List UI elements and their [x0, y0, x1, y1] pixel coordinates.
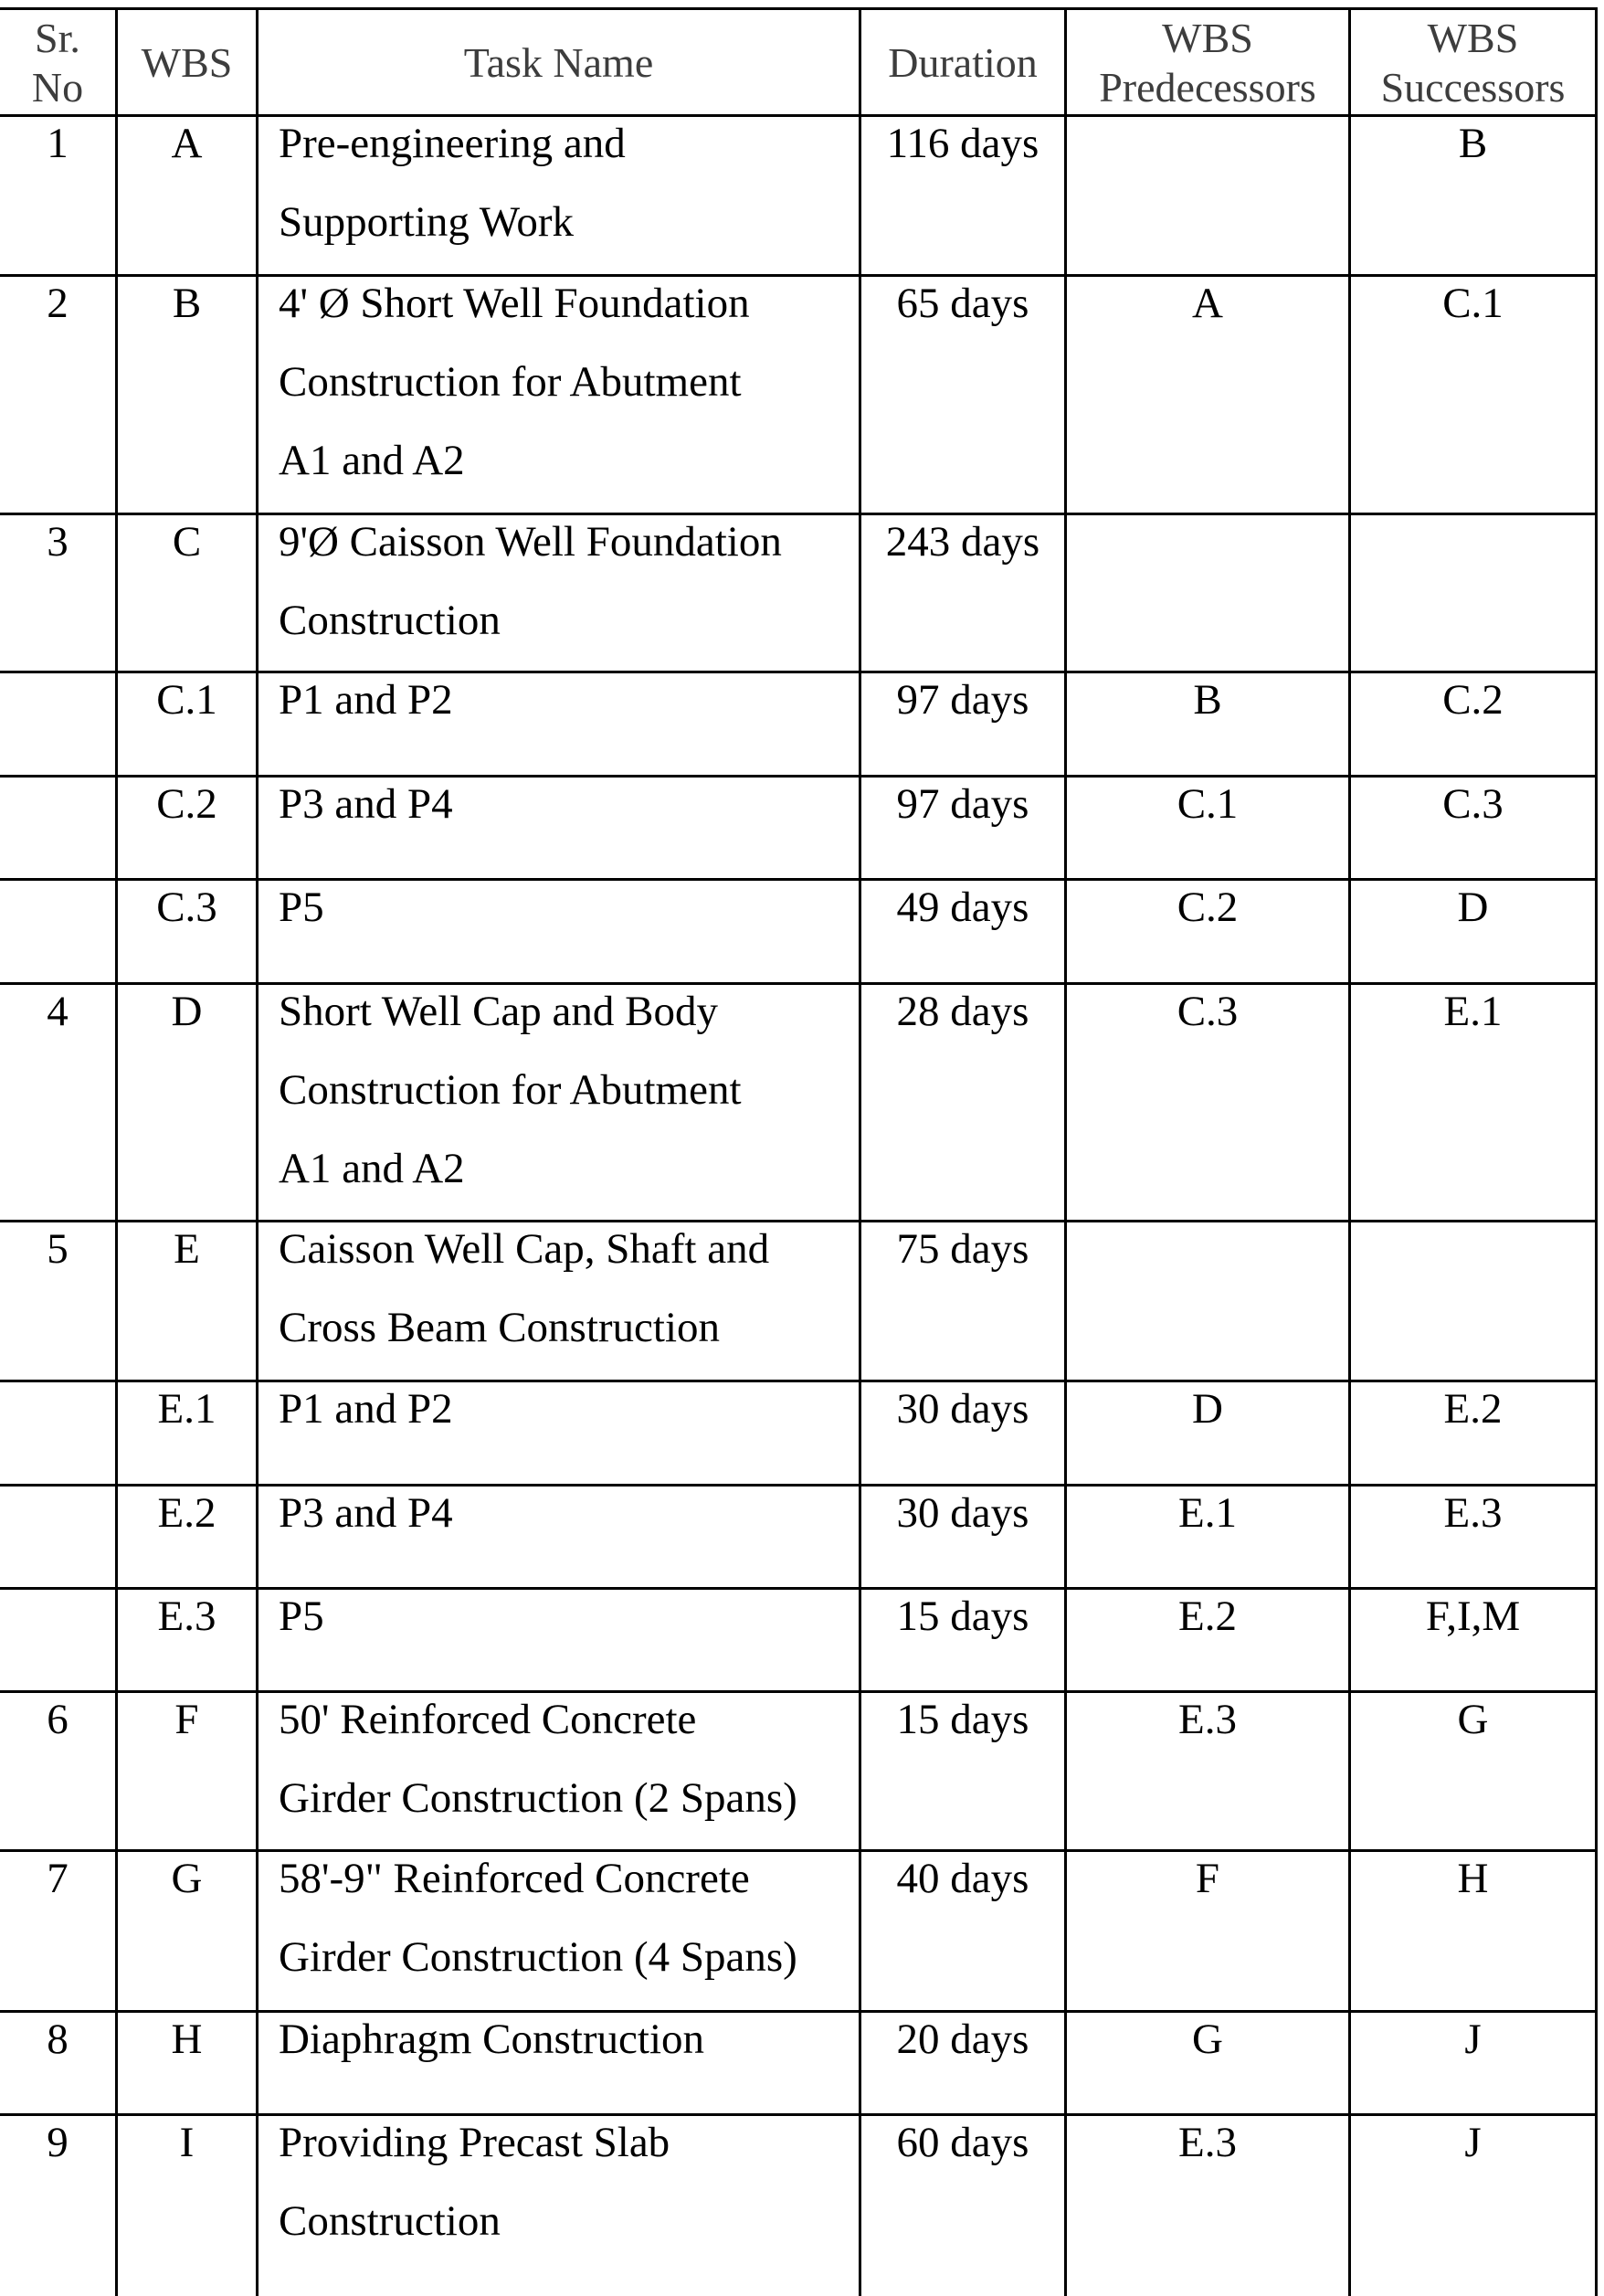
sr-no-text: 4 — [47, 988, 69, 1035]
predecessors-text: E.2 — [1178, 1592, 1237, 1640]
successors-cell — [1348, 778, 1598, 878]
predecessors-cell — [1064, 277, 1348, 513]
successors-cell — [1348, 673, 1598, 775]
task-name-cell — [256, 117, 859, 274]
wbs-text: C.2 — [156, 780, 217, 828]
task-name-line: 9'Ø Caisson Well Foundation — [279, 518, 782, 566]
successors-text: E.3 — [1443, 1489, 1503, 1537]
table-row — [0, 775, 1598, 878]
task-name-text — [279, 1693, 859, 1837]
duration-text: 30 days — [896, 1489, 1029, 1537]
header-sr-no-line1: Sr. — [35, 15, 80, 61]
duration-cell — [859, 985, 1064, 1220]
predecessors-text: A — [1192, 280, 1223, 327]
predecessors-cell — [1064, 673, 1348, 775]
predecessors-text: B — [1193, 676, 1222, 724]
task-name-cell — [256, 2013, 859, 2113]
task-name-line: Pre-engineering and — [279, 120, 626, 167]
task-name-line: Providing Precast Slab — [279, 2119, 670, 2166]
successors-cell — [1348, 1693, 1598, 1849]
task-name-line: P5 — [279, 883, 324, 931]
table-body — [0, 114, 1598, 2296]
task-name-line: P1 and P2 — [279, 676, 453, 724]
task-name-cell — [256, 1487, 859, 1587]
duration-text: 49 days — [896, 883, 1029, 931]
sr-no-cell — [0, 1222, 115, 1380]
wbs-text: A — [171, 120, 203, 167]
duration-cell — [859, 1852, 1064, 2010]
sr-no-text: 6 — [47, 1696, 69, 1743]
task-name-line: A1 and A2 — [279, 437, 465, 484]
successors-cell — [1348, 277, 1598, 513]
task-name-text — [279, 1852, 859, 1996]
task-name-line: Construction — [279, 597, 501, 644]
wbs-text: C.3 — [156, 883, 217, 931]
table-row — [0, 1849, 1598, 2010]
header-wbs — [115, 10, 256, 114]
duration-text: 30 days — [896, 1385, 1029, 1433]
duration-cell — [859, 277, 1064, 513]
successors-cell — [1348, 1590, 1598, 1690]
sr-no-cell — [0, 515, 115, 671]
wbs-cell — [115, 881, 256, 982]
predecessors-cell — [1064, 1590, 1348, 1690]
predecessors-text: C.2 — [1177, 883, 1239, 931]
task-name-line: Girder Construction (4 Spans) — [279, 1933, 797, 1981]
wbs-cell — [115, 1590, 256, 1690]
header-sr-no — [0, 10, 115, 114]
task-name-text — [279, 881, 859, 947]
task-name-line: P5 — [279, 1592, 324, 1640]
wbs-cell — [115, 277, 256, 513]
sr-no-text: 8 — [47, 2016, 69, 2063]
successors-text: D — [1457, 883, 1489, 931]
successors-cell — [1348, 881, 1598, 982]
sr-no-text: 5 — [47, 1225, 69, 1273]
successors-cell — [1348, 117, 1598, 274]
duration-cell — [859, 673, 1064, 775]
table-row — [0, 878, 1598, 982]
successors-cell — [1348, 985, 1598, 1220]
duration-cell — [859, 1382, 1064, 1484]
duration-text: 20 days — [896, 2016, 1029, 2063]
successors-text: J — [1464, 2016, 1482, 2063]
wbs-text: C — [172, 518, 202, 566]
predecessors-text: C.1 — [1177, 780, 1239, 828]
task-name-text — [279, 2013, 859, 2079]
task-name-cell — [256, 1693, 859, 1849]
task-name-cell — [256, 1590, 859, 1690]
task-name-cell — [256, 778, 859, 878]
task-name-line: A1 and A2 — [279, 1145, 465, 1192]
duration-text: 28 days — [896, 988, 1029, 1035]
duration-text: 60 days — [896, 2119, 1029, 2166]
wbs-text: D — [171, 988, 203, 1035]
header-successors-line2: Successors — [1380, 64, 1566, 111]
sr-no-cell — [0, 881, 115, 982]
successors-cell — [1348, 1487, 1598, 1587]
sr-no-cell — [0, 2013, 115, 2113]
duration-text: 116 days — [886, 120, 1039, 167]
predecessors-text: E.3 — [1178, 1696, 1237, 1743]
wbs-text: E.1 — [157, 1385, 216, 1433]
task-name-line: Supporting Work — [279, 198, 575, 246]
duration-cell — [859, 778, 1064, 878]
predecessors-cell — [1064, 1487, 1348, 1587]
sr-no-cell — [0, 985, 115, 1220]
task-name-cell — [256, 277, 859, 513]
table-row — [0, 114, 1598, 274]
task-name-line: Caisson Well Cap, Shaft and — [279, 1225, 770, 1273]
predecessors-cell — [1064, 2116, 1348, 2296]
sr-no-cell — [0, 1693, 115, 1849]
task-name-text — [279, 778, 859, 843]
sr-no-text: 7 — [47, 1855, 69, 1902]
duration-cell — [859, 881, 1064, 982]
wbs-cell — [115, 1693, 256, 1849]
successors-cell — [1348, 515, 1598, 671]
successors-text: H — [1457, 1855, 1489, 1902]
task-name-line: P3 and P4 — [279, 780, 453, 828]
predecessors-text: E.1 — [1178, 1489, 1237, 1537]
task-name-line: Girder Construction (2 Spans) — [279, 1774, 797, 1822]
table-row — [0, 513, 1598, 671]
wbs-cell — [115, 1852, 256, 2010]
wbs-cell — [115, 1222, 256, 1380]
duration-cell — [859, 117, 1064, 274]
duration-cell — [859, 1487, 1064, 1587]
successors-text: B — [1458, 120, 1488, 167]
table-row — [0, 2010, 1598, 2113]
task-name-line: 4' Ø Short Well Foundation — [279, 280, 750, 327]
task-name-line: P1 and P2 — [279, 1385, 453, 1433]
wbs-text: F — [174, 1696, 199, 1743]
wbs-cell — [115, 1487, 256, 1587]
wbs-cell — [115, 2116, 256, 2296]
duration-text: 15 days — [896, 1696, 1029, 1743]
wbs-text: E.3 — [157, 1592, 216, 1640]
predecessors-text: C.3 — [1177, 988, 1239, 1035]
successors-text: C.2 — [1442, 676, 1504, 724]
task-name-cell — [256, 673, 859, 775]
header-task-name-label: Task Name — [463, 39, 654, 86]
sr-no-cell — [0, 1487, 115, 1587]
wbs-text: B — [172, 280, 202, 327]
header-predecessors-line1: WBS — [1162, 15, 1253, 61]
wbs-cell — [115, 1382, 256, 1484]
successors-cell — [1348, 2116, 1598, 2296]
duration-cell — [859, 2013, 1064, 2113]
task-name-cell — [256, 1222, 859, 1380]
wbs-cell — [115, 778, 256, 878]
sr-no-text: 2 — [47, 280, 69, 327]
task-name-text — [279, 1590, 859, 1656]
duration-text: 75 days — [896, 1225, 1029, 1273]
task-name-line: P3 and P4 — [279, 1489, 453, 1537]
header-sr-no-line2: No — [31, 64, 84, 111]
wbs-text: E — [174, 1225, 200, 1273]
task-name-line: Construction for Abutment — [279, 358, 742, 406]
sr-no-cell — [0, 673, 115, 775]
task-name-cell — [256, 985, 859, 1220]
sr-no-cell — [0, 1590, 115, 1690]
sr-no-text: 1 — [47, 120, 69, 167]
table-row — [0, 1380, 1598, 1484]
duration-cell — [859, 515, 1064, 671]
duration-cell — [859, 1590, 1064, 1690]
successors-cell — [1348, 2013, 1598, 2113]
task-name-line: Diaphragm Construction — [279, 2016, 705, 2063]
predecessors-text: G — [1192, 2016, 1223, 2063]
task-name-cell — [256, 881, 859, 982]
predecessors-cell — [1064, 1852, 1348, 2010]
header-duration — [859, 10, 1064, 114]
header-successors-line1: WBS — [1427, 15, 1519, 61]
predecessors-cell — [1064, 2013, 1348, 2113]
duration-text: 97 days — [896, 780, 1029, 828]
table-row — [0, 982, 1598, 1220]
successors-cell — [1348, 1852, 1598, 2010]
table-row — [0, 1484, 1598, 1587]
wbs-text: C.1 — [156, 676, 217, 724]
successors-text: C.3 — [1442, 780, 1504, 828]
header-predecessors — [1064, 10, 1348, 114]
task-name-line: Construction — [279, 2197, 501, 2245]
table-row — [0, 1220, 1598, 1380]
task-name-cell — [256, 1852, 859, 2010]
header-duration-label: Duration — [888, 39, 1038, 86]
duration-text: 243 days — [885, 518, 1040, 566]
sr-no-cell — [0, 277, 115, 513]
sr-no-cell — [0, 1852, 115, 2010]
sr-no-cell — [0, 1382, 115, 1484]
header-task-name — [256, 10, 859, 114]
successors-text: E.1 — [1443, 988, 1503, 1035]
task-name-line: Construction for Abutment — [279, 1066, 742, 1114]
sr-no-text: 9 — [47, 2119, 69, 2166]
wbs-schedule-table — [0, 7, 1598, 2296]
duration-text: 40 days — [896, 1855, 1029, 1902]
table-row — [0, 1690, 1598, 1849]
task-name-text — [279, 117, 859, 261]
task-name-line: Cross Beam Construction — [279, 1304, 721, 1351]
predecessors-cell — [1064, 117, 1348, 274]
duration-text: 15 days — [896, 1592, 1029, 1640]
task-name-cell — [256, 2116, 859, 2296]
predecessors-cell — [1064, 1222, 1348, 1380]
predecessors-cell — [1064, 515, 1348, 671]
table-row — [0, 2113, 1598, 2296]
task-name-text — [279, 2116, 859, 2260]
table-row — [0, 671, 1598, 775]
wbs-cell — [115, 117, 256, 274]
table-header-row — [0, 7, 1598, 114]
wbs-cell — [115, 2013, 256, 2113]
successors-text: J — [1464, 2119, 1482, 2166]
wbs-cell — [115, 673, 256, 775]
predecessors-cell — [1064, 1693, 1348, 1849]
duration-cell — [859, 1222, 1064, 1380]
task-name-text — [279, 1382, 859, 1448]
wbs-cell — [115, 985, 256, 1220]
task-name-text — [279, 515, 859, 660]
successors-text: E.2 — [1443, 1385, 1503, 1433]
header-predecessors-line2: Predecessors — [1099, 64, 1316, 111]
sr-no-cell — [0, 778, 115, 878]
wbs-cell — [115, 515, 256, 671]
predecessors-cell — [1064, 778, 1348, 878]
header-successors — [1348, 10, 1598, 114]
table-row — [0, 274, 1598, 513]
duration-cell — [859, 2116, 1064, 2296]
task-name-text — [279, 277, 859, 500]
predecessors-cell — [1064, 881, 1348, 982]
successors-text: C.1 — [1442, 280, 1504, 327]
duration-text: 65 days — [896, 280, 1029, 327]
task-name-text — [279, 673, 859, 739]
task-name-line: Short Well Cap and Body — [279, 988, 718, 1035]
successors-text: G — [1457, 1696, 1489, 1743]
predecessors-cell — [1064, 985, 1348, 1220]
successors-cell — [1348, 1222, 1598, 1380]
task-name-line: 58'-9" Reinforced Concrete — [279, 1855, 750, 1902]
successors-cell — [1348, 1382, 1598, 1484]
predecessors-text: D — [1192, 1385, 1223, 1433]
wbs-text: I — [179, 2119, 195, 2166]
task-name-text — [279, 985, 859, 1208]
duration-text: 97 days — [896, 676, 1029, 724]
task-name-line: 50' Reinforced Concrete — [279, 1696, 697, 1743]
task-name-text — [279, 1487, 859, 1552]
header-wbs-label: WBS — [141, 39, 233, 86]
predecessors-text: E.3 — [1178, 2119, 1237, 2166]
sr-no-cell — [0, 117, 115, 274]
table-row — [0, 1587, 1598, 1690]
task-name-text — [279, 1222, 859, 1367]
task-name-cell — [256, 1382, 859, 1484]
wbs-text: E.2 — [157, 1489, 216, 1537]
sr-no-cell — [0, 2116, 115, 2296]
wbs-text: H — [171, 2016, 203, 2063]
task-name-cell — [256, 515, 859, 671]
predecessors-cell — [1064, 1382, 1348, 1484]
wbs-text: G — [171, 1855, 203, 1902]
sr-no-text: 3 — [47, 518, 69, 566]
predecessors-text: F — [1195, 1855, 1220, 1902]
duration-cell — [859, 1693, 1064, 1849]
successors-text: F,I,M — [1425, 1592, 1521, 1640]
